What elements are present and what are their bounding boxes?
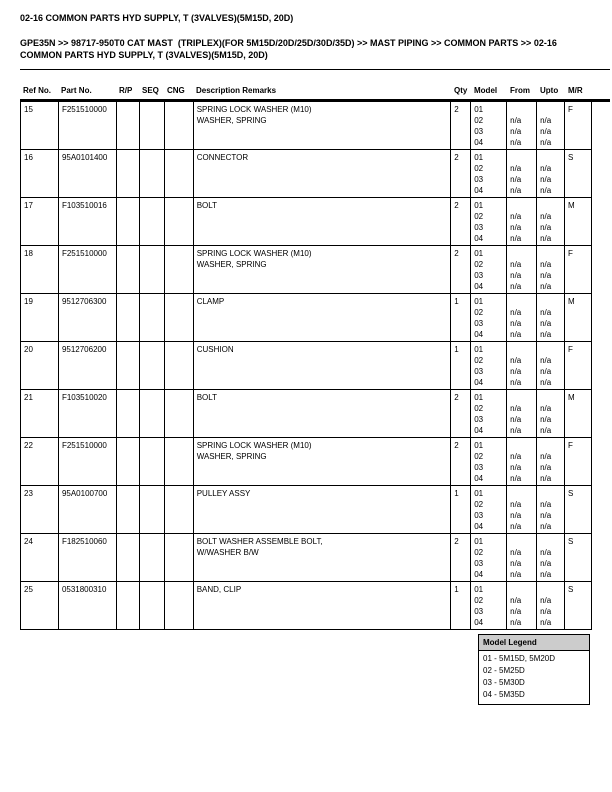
model-value: 02 <box>474 212 484 221</box>
model-legend-item: 04 - 5M35D <box>483 690 525 699</box>
mr-cell: F <box>565 438 592 485</box>
upto-value: n/a <box>540 175 552 184</box>
upto-value: n/a <box>540 271 552 280</box>
upto-value: n/a <box>540 415 552 424</box>
upto-value <box>540 248 564 259</box>
upto-value: n/a <box>540 463 552 472</box>
mr-cell: M <box>565 198 592 245</box>
upto-value: n/a <box>540 559 552 568</box>
cng-cell <box>165 246 194 293</box>
cng-cell <box>165 342 194 389</box>
mr-cell: M <box>565 390 592 437</box>
upto-value <box>540 584 564 595</box>
model-value: 03 <box>474 367 484 376</box>
ref-no-cell: 15 <box>21 102 59 149</box>
rp-cell <box>117 102 140 149</box>
seq-cell <box>140 438 165 485</box>
part-no-cell: F103510016 <box>59 198 117 245</box>
model-legend-item: 02 - 5M25D <box>483 666 525 675</box>
table-row <box>20 582 592 630</box>
table-row <box>20 486 592 534</box>
from-value: n/a <box>510 548 522 557</box>
description-cell: SPRING LOCK WASHER (M10) WASHER, SPRING <box>194 102 452 149</box>
model-cell <box>471 390 507 437</box>
model-value: 02 <box>474 116 484 125</box>
model-value: 03 <box>474 127 484 136</box>
from-value: n/a <box>510 127 522 136</box>
upto-value: n/a <box>540 500 552 509</box>
upto-value: n/a <box>540 378 552 387</box>
qty-cell: 2 <box>451 534 471 581</box>
table-row <box>20 390 592 438</box>
part-no-cell: F251510000 <box>59 438 117 485</box>
part-no-cell: 95A0101400 <box>59 150 117 197</box>
from-value: n/a <box>510 570 522 579</box>
model-cell <box>471 198 507 245</box>
header-upto: Upto <box>540 86 559 95</box>
model-value: 03 <box>474 463 484 472</box>
rp-cell <box>117 198 140 245</box>
from-value: n/a <box>510 116 522 125</box>
upto-value: n/a <box>540 186 552 195</box>
upto-cell <box>537 582 565 629</box>
model-value: 02 <box>474 596 484 605</box>
from-value <box>510 104 536 115</box>
model-legend <box>478 634 590 705</box>
ref-no-cell: 23 <box>21 486 59 533</box>
from-value <box>510 152 536 163</box>
model-value: 03 <box>474 511 484 520</box>
model-value: 01 <box>474 105 484 114</box>
model-value: 04 <box>474 378 484 387</box>
model-legend-item: 03 - 5M30D <box>483 678 525 687</box>
upto-value: n/a <box>540 548 552 557</box>
mr-cell: S <box>565 582 592 629</box>
model-value: 01 <box>474 393 484 402</box>
ref-no-cell: 20 <box>21 342 59 389</box>
description-cell: SPRING LOCK WASHER (M10) WASHER, SPRING <box>194 438 452 485</box>
model-value: 01 <box>474 585 484 594</box>
ref-no-cell: 17 <box>21 198 59 245</box>
model-value: 01 <box>474 489 484 498</box>
model-value: 03 <box>474 175 484 184</box>
upto-value <box>540 152 564 163</box>
part-no-cell: 9512706200 <box>59 342 117 389</box>
upto-cell <box>537 390 565 437</box>
from-value: n/a <box>510 330 522 339</box>
from-cell <box>507 102 537 149</box>
header-mr: M/R <box>568 86 583 95</box>
model-legend-title: Model Legend <box>479 635 589 651</box>
seq-cell <box>140 102 165 149</box>
model-value: 01 <box>474 201 484 210</box>
model-value: 04 <box>474 234 484 243</box>
model-value: 02 <box>474 164 484 173</box>
upto-cell <box>537 246 565 293</box>
header-cng: CNG <box>167 86 185 95</box>
description-cell: CONNECTOR <box>194 150 452 197</box>
model-cell <box>471 534 507 581</box>
from-value <box>510 392 536 403</box>
ref-no-cell: 16 <box>21 150 59 197</box>
model-value: 01 <box>474 249 484 258</box>
upto-value: n/a <box>540 511 552 520</box>
upto-value: n/a <box>540 223 552 232</box>
rp-cell <box>117 294 140 341</box>
mr-cell: F <box>565 102 592 149</box>
from-cell <box>507 246 537 293</box>
from-cell <box>507 198 537 245</box>
table-body <box>20 102 592 630</box>
model-value: 04 <box>474 186 484 195</box>
from-value: n/a <box>510 426 522 435</box>
ref-no-cell: 24 <box>21 534 59 581</box>
parts-table <box>20 82 592 630</box>
model-value: 02 <box>474 452 484 461</box>
table-row <box>20 198 592 246</box>
seq-cell <box>140 486 165 533</box>
model-value: 03 <box>474 223 484 232</box>
from-value: n/a <box>510 308 522 317</box>
upto-value: n/a <box>540 308 552 317</box>
from-value: n/a <box>510 138 522 147</box>
description-cell: BOLT WASHER ASSEMBLE BOLT, W/WASHER B/W <box>194 534 452 581</box>
seq-cell <box>140 150 165 197</box>
upto-value <box>540 296 564 307</box>
rp-cell <box>117 534 140 581</box>
from-value: n/a <box>510 559 522 568</box>
seq-cell <box>140 534 165 581</box>
cng-cell <box>165 390 194 437</box>
upto-value: n/a <box>540 319 552 328</box>
part-no-cell: F251510000 <box>59 246 117 293</box>
from-value: n/a <box>510 607 522 616</box>
model-value: 02 <box>474 260 484 269</box>
from-value: n/a <box>510 234 522 243</box>
from-value: n/a <box>510 500 522 509</box>
upto-value <box>540 488 564 499</box>
qty-cell: 1 <box>451 582 471 629</box>
qty-cell: 2 <box>451 102 471 149</box>
model-value: 03 <box>474 607 484 616</box>
seq-cell <box>140 246 165 293</box>
model-cell <box>471 438 507 485</box>
table-row <box>20 102 592 150</box>
from-value: n/a <box>510 271 522 280</box>
model-cell <box>471 150 507 197</box>
ref-no-cell: 21 <box>21 390 59 437</box>
description-cell: SPRING LOCK WASHER (M10) WASHER, SPRING <box>194 246 452 293</box>
from-cell <box>507 294 537 341</box>
upto-cell <box>537 534 565 581</box>
ref-no-cell: 19 <box>21 294 59 341</box>
model-value: 02 <box>474 356 484 365</box>
description-cell: CLAMP <box>194 294 452 341</box>
from-value: n/a <box>510 164 522 173</box>
part-no-cell: 0531800310 <box>59 582 117 629</box>
from-value: n/a <box>510 415 522 424</box>
from-cell <box>507 150 537 197</box>
upto-value: n/a <box>540 452 552 461</box>
upto-value: n/a <box>540 404 552 413</box>
description-cell: BOLT <box>194 198 452 245</box>
header-model: Model <box>474 86 498 95</box>
upto-value <box>540 104 564 115</box>
seq-cell <box>140 582 165 629</box>
upto-cell <box>537 198 565 245</box>
from-value <box>510 248 536 259</box>
upto-value: n/a <box>540 330 552 339</box>
model-value: 03 <box>474 271 484 280</box>
from-value <box>510 440 536 451</box>
model-value: 02 <box>474 308 484 317</box>
upto-cell <box>537 438 565 485</box>
upto-cell <box>537 150 565 197</box>
rp-cell <box>117 582 140 629</box>
upto-value <box>540 344 564 355</box>
upto-value: n/a <box>540 367 552 376</box>
header-part-no: Part No. <box>61 86 92 95</box>
qty-cell: 2 <box>451 390 471 437</box>
cng-cell <box>165 486 194 533</box>
upto-value: n/a <box>540 212 552 221</box>
qty-cell: 2 <box>451 198 471 245</box>
table-row <box>20 342 592 390</box>
rp-cell <box>117 390 140 437</box>
upto-value <box>540 392 564 403</box>
upto-cell <box>537 294 565 341</box>
model-legend-item: 01 - 5M15D, 5M20D <box>483 654 556 663</box>
seq-cell <box>140 198 165 245</box>
upto-value: n/a <box>540 618 552 627</box>
from-value: n/a <box>510 186 522 195</box>
upto-value: n/a <box>540 426 552 435</box>
model-cell <box>471 246 507 293</box>
upto-value <box>540 200 564 211</box>
table-row <box>20 438 592 486</box>
part-no-cell: F251510000 <box>59 102 117 149</box>
qty-cell: 2 <box>451 438 471 485</box>
model-cell <box>471 582 507 629</box>
cng-cell <box>165 150 194 197</box>
from-value: n/a <box>510 260 522 269</box>
mr-cell: F <box>565 246 592 293</box>
model-value: 03 <box>474 559 484 568</box>
from-cell <box>507 342 537 389</box>
model-cell <box>471 102 507 149</box>
upto-value <box>540 536 564 547</box>
header-from: From <box>510 86 530 95</box>
seq-cell <box>140 390 165 437</box>
from-value: n/a <box>510 282 522 291</box>
from-cell <box>507 534 537 581</box>
from-value <box>510 344 536 355</box>
qty-cell: 2 <box>451 150 471 197</box>
mr-cell: S <box>565 486 592 533</box>
upto-value: n/a <box>540 116 552 125</box>
model-cell <box>471 342 507 389</box>
from-cell <box>507 582 537 629</box>
model-value: 04 <box>474 618 484 627</box>
cng-cell <box>165 102 194 149</box>
from-value <box>510 296 536 307</box>
part-no-cell: 9512706300 <box>59 294 117 341</box>
cng-cell <box>165 534 194 581</box>
upto-cell <box>537 102 565 149</box>
rp-cell <box>117 342 140 389</box>
upto-value: n/a <box>540 356 552 365</box>
from-value <box>510 488 536 499</box>
model-value: 02 <box>474 548 484 557</box>
upto-value: n/a <box>540 282 552 291</box>
seq-cell <box>140 294 165 341</box>
seq-cell <box>140 342 165 389</box>
rp-cell <box>117 486 140 533</box>
upto-value: n/a <box>540 127 552 136</box>
upto-value: n/a <box>540 522 552 531</box>
from-value: n/a <box>510 511 522 520</box>
mr-cell: F <box>565 342 592 389</box>
model-value: 01 <box>474 345 484 354</box>
model-value: 04 <box>474 474 484 483</box>
from-value <box>510 200 536 211</box>
description-cell: BAND, CLIP <box>194 582 452 629</box>
from-cell <box>507 438 537 485</box>
model-value: 04 <box>474 426 484 435</box>
qty-cell: 1 <box>451 294 471 341</box>
qty-cell: 2 <box>451 246 471 293</box>
model-value: 04 <box>474 138 484 147</box>
from-value: n/a <box>510 356 522 365</box>
from-cell <box>507 390 537 437</box>
ref-no-cell: 18 <box>21 246 59 293</box>
model-value: 03 <box>474 415 484 424</box>
header-qty: Qty <box>454 86 468 95</box>
description-cell: PULLEY ASSY <box>194 486 452 533</box>
model-value: 03 <box>474 319 484 328</box>
model-value: 01 <box>474 441 484 450</box>
upto-value: n/a <box>540 570 552 579</box>
from-value: n/a <box>510 463 522 472</box>
model-cell <box>471 486 507 533</box>
mr-cell: S <box>565 534 592 581</box>
qty-cell: 1 <box>451 486 471 533</box>
mr-cell: M <box>565 294 592 341</box>
from-value: n/a <box>510 367 522 376</box>
table-row <box>20 246 592 294</box>
model-value: 02 <box>474 404 484 413</box>
cng-cell <box>165 294 194 341</box>
from-value: n/a <box>510 175 522 184</box>
model-value: 01 <box>474 537 484 546</box>
model-value: 04 <box>474 522 484 531</box>
header-rp: R/P <box>119 86 133 95</box>
model-value: 01 <box>474 153 484 162</box>
upto-cell <box>537 486 565 533</box>
from-value: n/a <box>510 223 522 232</box>
model-value: 01 <box>474 297 484 306</box>
from-value: n/a <box>510 522 522 531</box>
from-value: n/a <box>510 378 522 387</box>
cng-cell <box>165 438 194 485</box>
from-value: n/a <box>510 404 522 413</box>
cng-cell <box>165 582 194 629</box>
description-cell: CUSHION <box>194 342 452 389</box>
upto-value: n/a <box>540 596 552 605</box>
upto-value: n/a <box>540 234 552 243</box>
rp-cell <box>117 150 140 197</box>
from-value: n/a <box>510 319 522 328</box>
breadcrumb: GPE35N >> 98717-950T0 CAT MAST (TRIPLEX)(FOR 5M15D/20D/25D/30D/35D) >> MAST PIPING >> COMMON PARTS >> 02-16 COMMON PARTS HYD SUPPLY, T (3VALVES)(5M15D, 20D) <box>20 38 560 60</box>
table-row <box>20 150 592 198</box>
header-description: Description Remarks <box>196 86 277 95</box>
qty-cell: 1 <box>451 342 471 389</box>
description-cell: BOLT <box>194 390 452 437</box>
model-value: 02 <box>474 500 484 509</box>
from-value: n/a <box>510 618 522 627</box>
header-seq: SEQ <box>142 86 159 95</box>
model-value: 04 <box>474 570 484 579</box>
upto-value <box>540 440 564 451</box>
part-no-cell: F103510020 <box>59 390 117 437</box>
upto-value: n/a <box>540 607 552 616</box>
from-value <box>510 536 536 547</box>
upto-value: n/a <box>540 260 552 269</box>
header-divider <box>20 69 610 70</box>
model-legend-items <box>479 651 589 704</box>
cng-cell <box>165 198 194 245</box>
from-value: n/a <box>510 596 522 605</box>
table-row <box>20 294 592 342</box>
part-no-cell: 95A0100700 <box>59 486 117 533</box>
ref-no-cell: 22 <box>21 438 59 485</box>
from-cell <box>507 486 537 533</box>
from-value: n/a <box>510 474 522 483</box>
upto-cell <box>537 342 565 389</box>
part-no-cell: F182510060 <box>59 534 117 581</box>
rp-cell <box>117 438 140 485</box>
page-title: 02-16 COMMON PARTS HYD SUPPLY, T (3VALVES)(5M15D, 20D) <box>20 13 294 23</box>
model-value: 04 <box>474 330 484 339</box>
upto-value: n/a <box>540 138 552 147</box>
ref-no-cell: 25 <box>21 582 59 629</box>
upto-value: n/a <box>540 474 552 483</box>
from-value <box>510 584 536 595</box>
from-value: n/a <box>510 452 522 461</box>
upto-value: n/a <box>540 164 552 173</box>
model-cell <box>471 294 507 341</box>
mr-cell: S <box>565 150 592 197</box>
model-value: 04 <box>474 282 484 291</box>
header-ref-no: Ref No. <box>23 86 51 95</box>
table-row <box>20 534 592 582</box>
rp-cell <box>117 246 140 293</box>
table-header-row <box>20 82 592 99</box>
from-value: n/a <box>510 212 522 221</box>
